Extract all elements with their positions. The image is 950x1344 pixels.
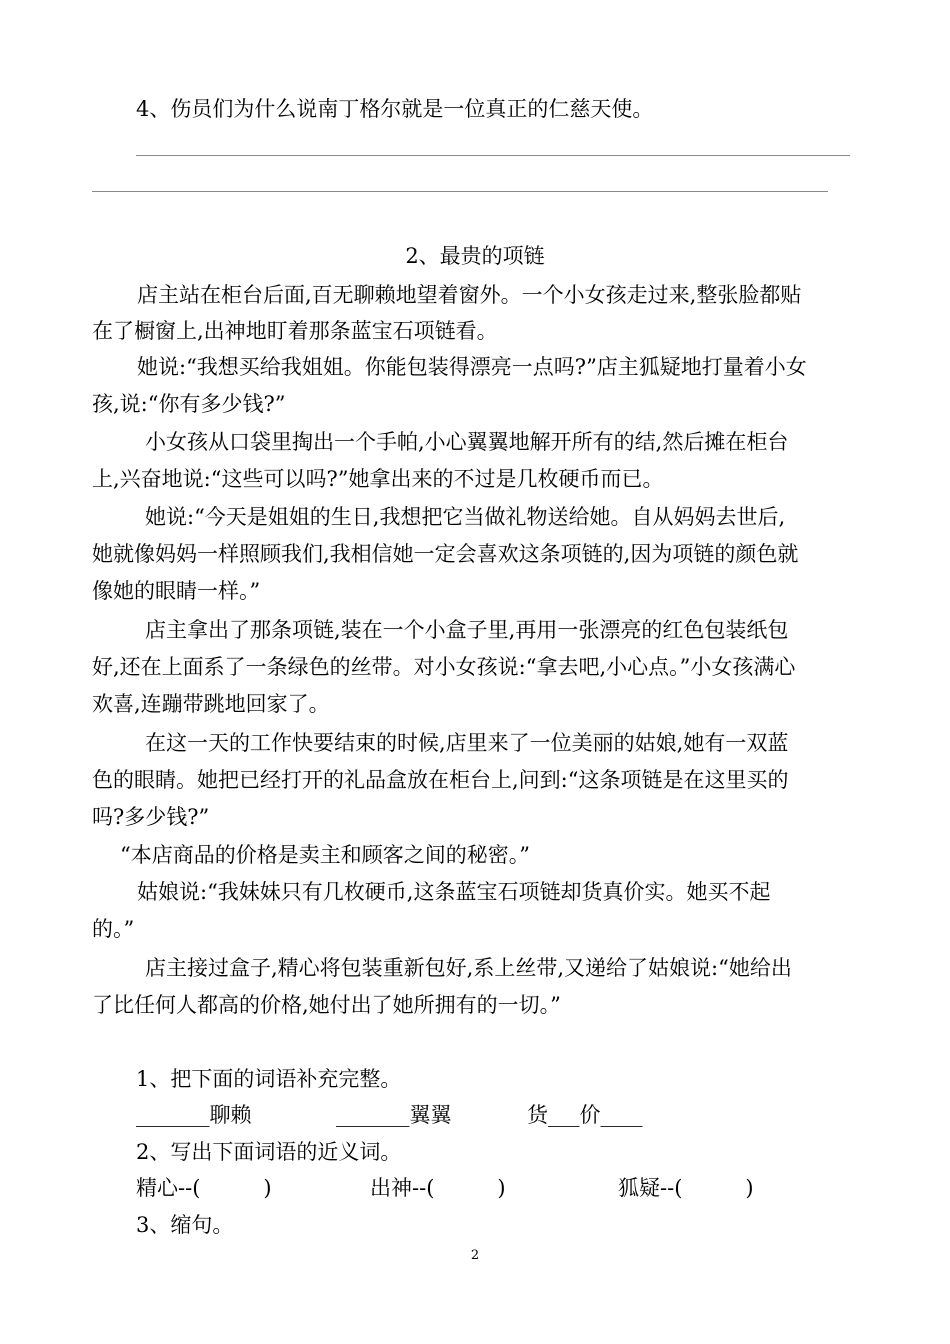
question-4: 4、伤员们为什么说南丁格尔就是一位真正的仁慈天使。 [136,97,654,121]
story-line: “本店商品的价格是卖主和顾客之间的秘密。” [120,843,530,867]
story-line: 她就像妈妈一样照顾我们,我相信她一定会喜欢这条项链的,因为项链的颜色就 [92,542,799,566]
answer-line-1 [136,155,850,156]
story-line: 上,兴奋地说:“这些可以吗?”她拿出来的不过是几枚硬币而已。 [92,467,664,491]
story-line: 了比任何人都高的价格,她付出了她所拥有的一切。” [92,993,561,1017]
fill-blank-item: _______聊赖 [136,1103,252,1127]
story-line: 像她的眼睛一样。” [92,579,261,603]
answer-line-2 [92,191,828,192]
question-2-label: 2、写出下面词语的近义词。 [136,1140,402,1164]
synonym-item: 狐疑--( ) [618,1176,754,1200]
synonym-item: 出神--( ) [370,1176,506,1200]
story-line: 欢喜,连蹦带跳地回家了。 [92,692,330,716]
page-number: 2 [470,1248,480,1263]
question-1-label: 1、把下面的词语补充完整。 [136,1067,402,1091]
story-line: 好,还在上面系了一条绿色的丝带。对小女孩说:“拿去吧,小心点。”小女孩满心 [92,655,796,679]
fill-blank-item: 货___价____ [527,1103,643,1127]
question-3-label: 3、缩句。 [136,1213,234,1237]
story-line: 的。” [92,917,135,941]
story-line: 吗?多少钱?” [92,805,210,829]
story-line: 她说:“今天是姐姐的生日,我想把它当做礼物送给她。自从妈妈去世后, [145,505,786,529]
story-line: 店主接过盒子,精心将包装重新包好,系上丝带,又递给了姑娘说:“她给出 [145,956,792,980]
fill-blank-item: _______翼翼 [336,1103,452,1127]
story-line: 色的眼睛。她把已经打开的礼品盒放在柜台上,问到:“这条项链是在这里买的 [92,768,789,792]
story-title: 2、最贵的项链 [405,244,545,268]
story-line: 店主站在柜台后面,百无聊赖地望着窗外。一个小女孩走过来,整张脸都贴 [137,283,802,307]
story-line: 小女孩从口袋里掏出一个手帕,小心翼翼地解开所有的结,然后摊在柜台 [145,430,789,454]
story-line: 在这一天的工作快要结束的时候,店里来了一位美丽的姑娘,她有一双蓝 [145,731,789,755]
story-line: 店主拿出了那条项链,装在一个小盒子里,再用一张漂亮的红色包装纸包 [145,618,789,642]
story-line: 她说:“我想买给我姐姐。你能包装得漂亮一点吗?”店主狐疑地打量着小女 [137,355,807,379]
story-line: 姑娘说:“我妹妹只有几枚硬币,这条蓝宝石项链却货真价实。她买不起 [137,880,771,904]
story-line: 孩,说:“你有多少钱?” [92,392,286,416]
story-line: 在了橱窗上,出神地盯着那条蓝宝石项链看。 [92,319,498,343]
synonym-item: 精心--( ) [136,1176,272,1200]
